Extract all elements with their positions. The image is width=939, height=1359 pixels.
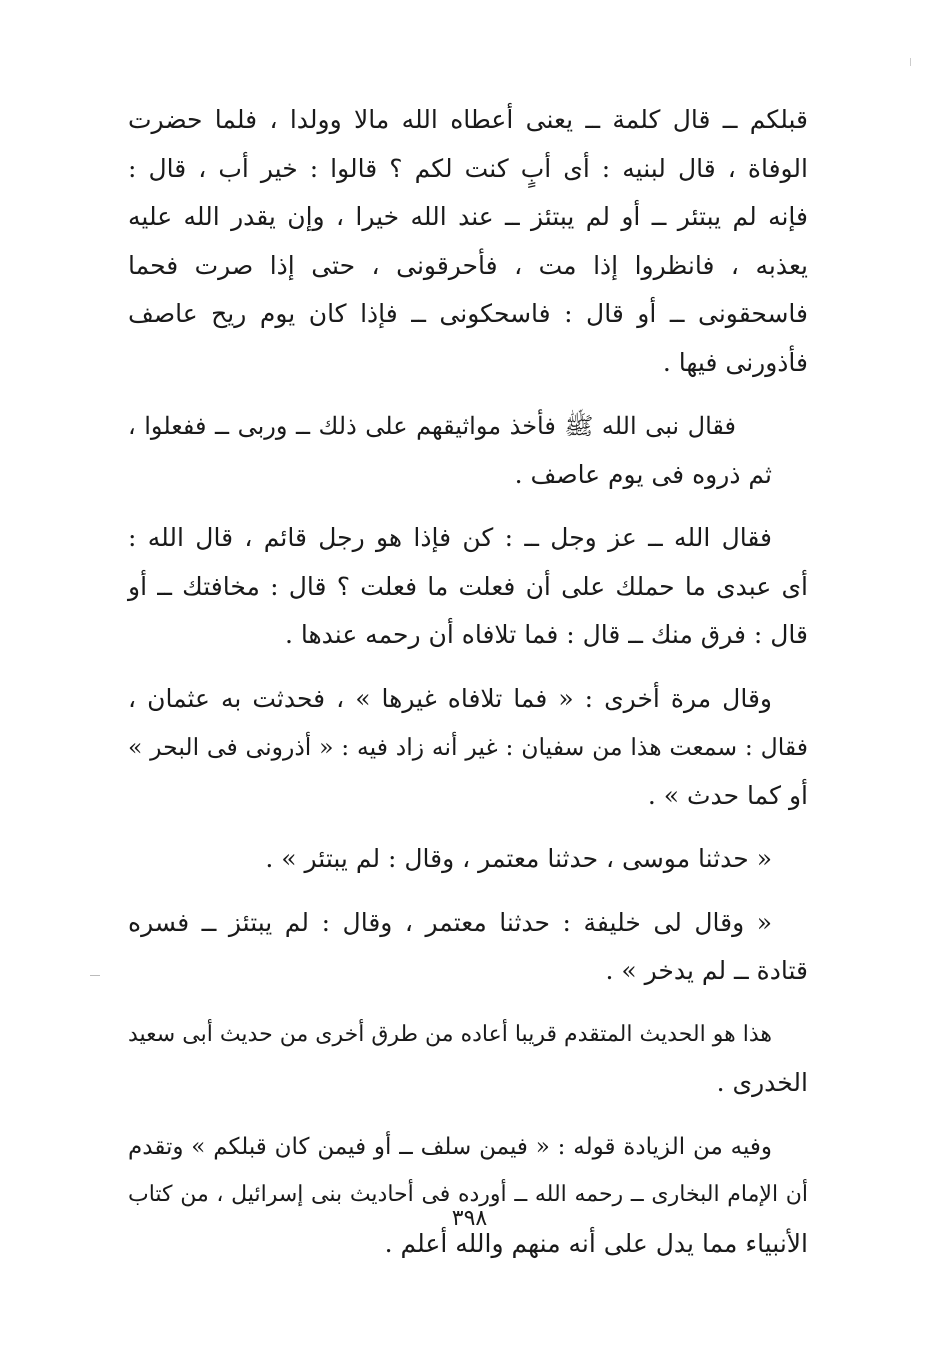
page-body [128, 96, 808, 1268]
margin-mark [90, 975, 100, 976]
page-number: ٣٩٨ [451, 1206, 488, 1231]
paragraph-8 [128, 1123, 808, 1269]
text-line: قال : فرق منك ــ قال : فما تلافاه أن رحمه عندها . [284, 620, 808, 649]
text-line: فاسحقونى ــ أو قال : فاسحكونى ــ فإذا كان يوم ريح عاصف [128, 299, 808, 328]
text-line: فإنه لم يبتئر ــ أو لم يبتئز ــ عند الله خيرا ، وإن يقدر الله عليه [128, 202, 808, 231]
text-line: يعذبه ، فانظروا إذا مت ، فأحرقونى ، حتى إذا صرت فحما [128, 250, 808, 280]
text-line: فقال نبى الله ﷺ فأخذ مواثيقهم على ذلك ــ وربى ــ ففعلوا ، [128, 412, 736, 440]
paragraph-4 [128, 675, 808, 821]
text-line: « وقال لى خليفة : حدثنا معتمر ، وقال : لم يبتئز ــ فسره [128, 907, 772, 937]
text-line: وفيه من الزيادة قوله : « فيمن سلف ــ أو فيمن كان قبلكم » وتقدم [128, 1133, 772, 1160]
paragraph-5 [128, 835, 808, 884]
text-line: قبلكم ــ قال كلمة ــ يعنى أعطاه الله مالا وولدا ، فلما حضرت [128, 105, 808, 134]
text-line: الأنبياء مما يدل على أنه منهم والله أعلم . [384, 1228, 808, 1258]
text-line: هذا هو الحديث المتقدم قريبا أعاده من طرق أخرى من حديث أبى سعيد [128, 1021, 772, 1047]
corner-mark [910, 58, 911, 66]
paragraph-1 [128, 96, 808, 387]
text-line: فأذورنى فيها . [662, 347, 808, 377]
text-line: أو كما حدث » . [647, 780, 808, 810]
text-line: الخدرى . [716, 1068, 808, 1097]
text-line: قتادة ــ لم يدخر » . [605, 956, 808, 985]
text-line: « حدثنا موسى ، حدثنا معتمر ، وقال : لم يبتئر » . [265, 844, 772, 873]
text-line: فقال : سمعت هذا من سفيان : غير أنه زاد فيه : « أذرونى فى البحر » [128, 733, 808, 761]
paragraph-7 [128, 1011, 808, 1108]
text-line: ثم ذروه فى يوم عاصف . [514, 459, 772, 489]
text-line: فقال الله ــ عز وجل ــ : كن فإذا هو رجل قائم ، قال الله : [128, 523, 772, 552]
text-line: وقال مرة أخرى : « فما تلافاه غيرها » ، فحدثت به عثمان ، [128, 683, 772, 713]
text-line: أن الإمام البخارى ــ رحمه الله ــ أورده فى أحاديث بنى إسرائيل ، من كتاب [128, 1182, 808, 1207]
paragraph-2 [128, 402, 808, 499]
paragraph-3 [128, 514, 808, 660]
text-line: أى عبدى ما حملك على أن فعلت ما فعلت ؟ قال : مخافتك ــ أو [128, 571, 808, 601]
paragraph-6 [128, 899, 808, 996]
text-line: الوفاة ، قال لبنيه : أى أبٍ كنت لكم ؟ قالوا : خير أب ، قال : [128, 153, 808, 183]
